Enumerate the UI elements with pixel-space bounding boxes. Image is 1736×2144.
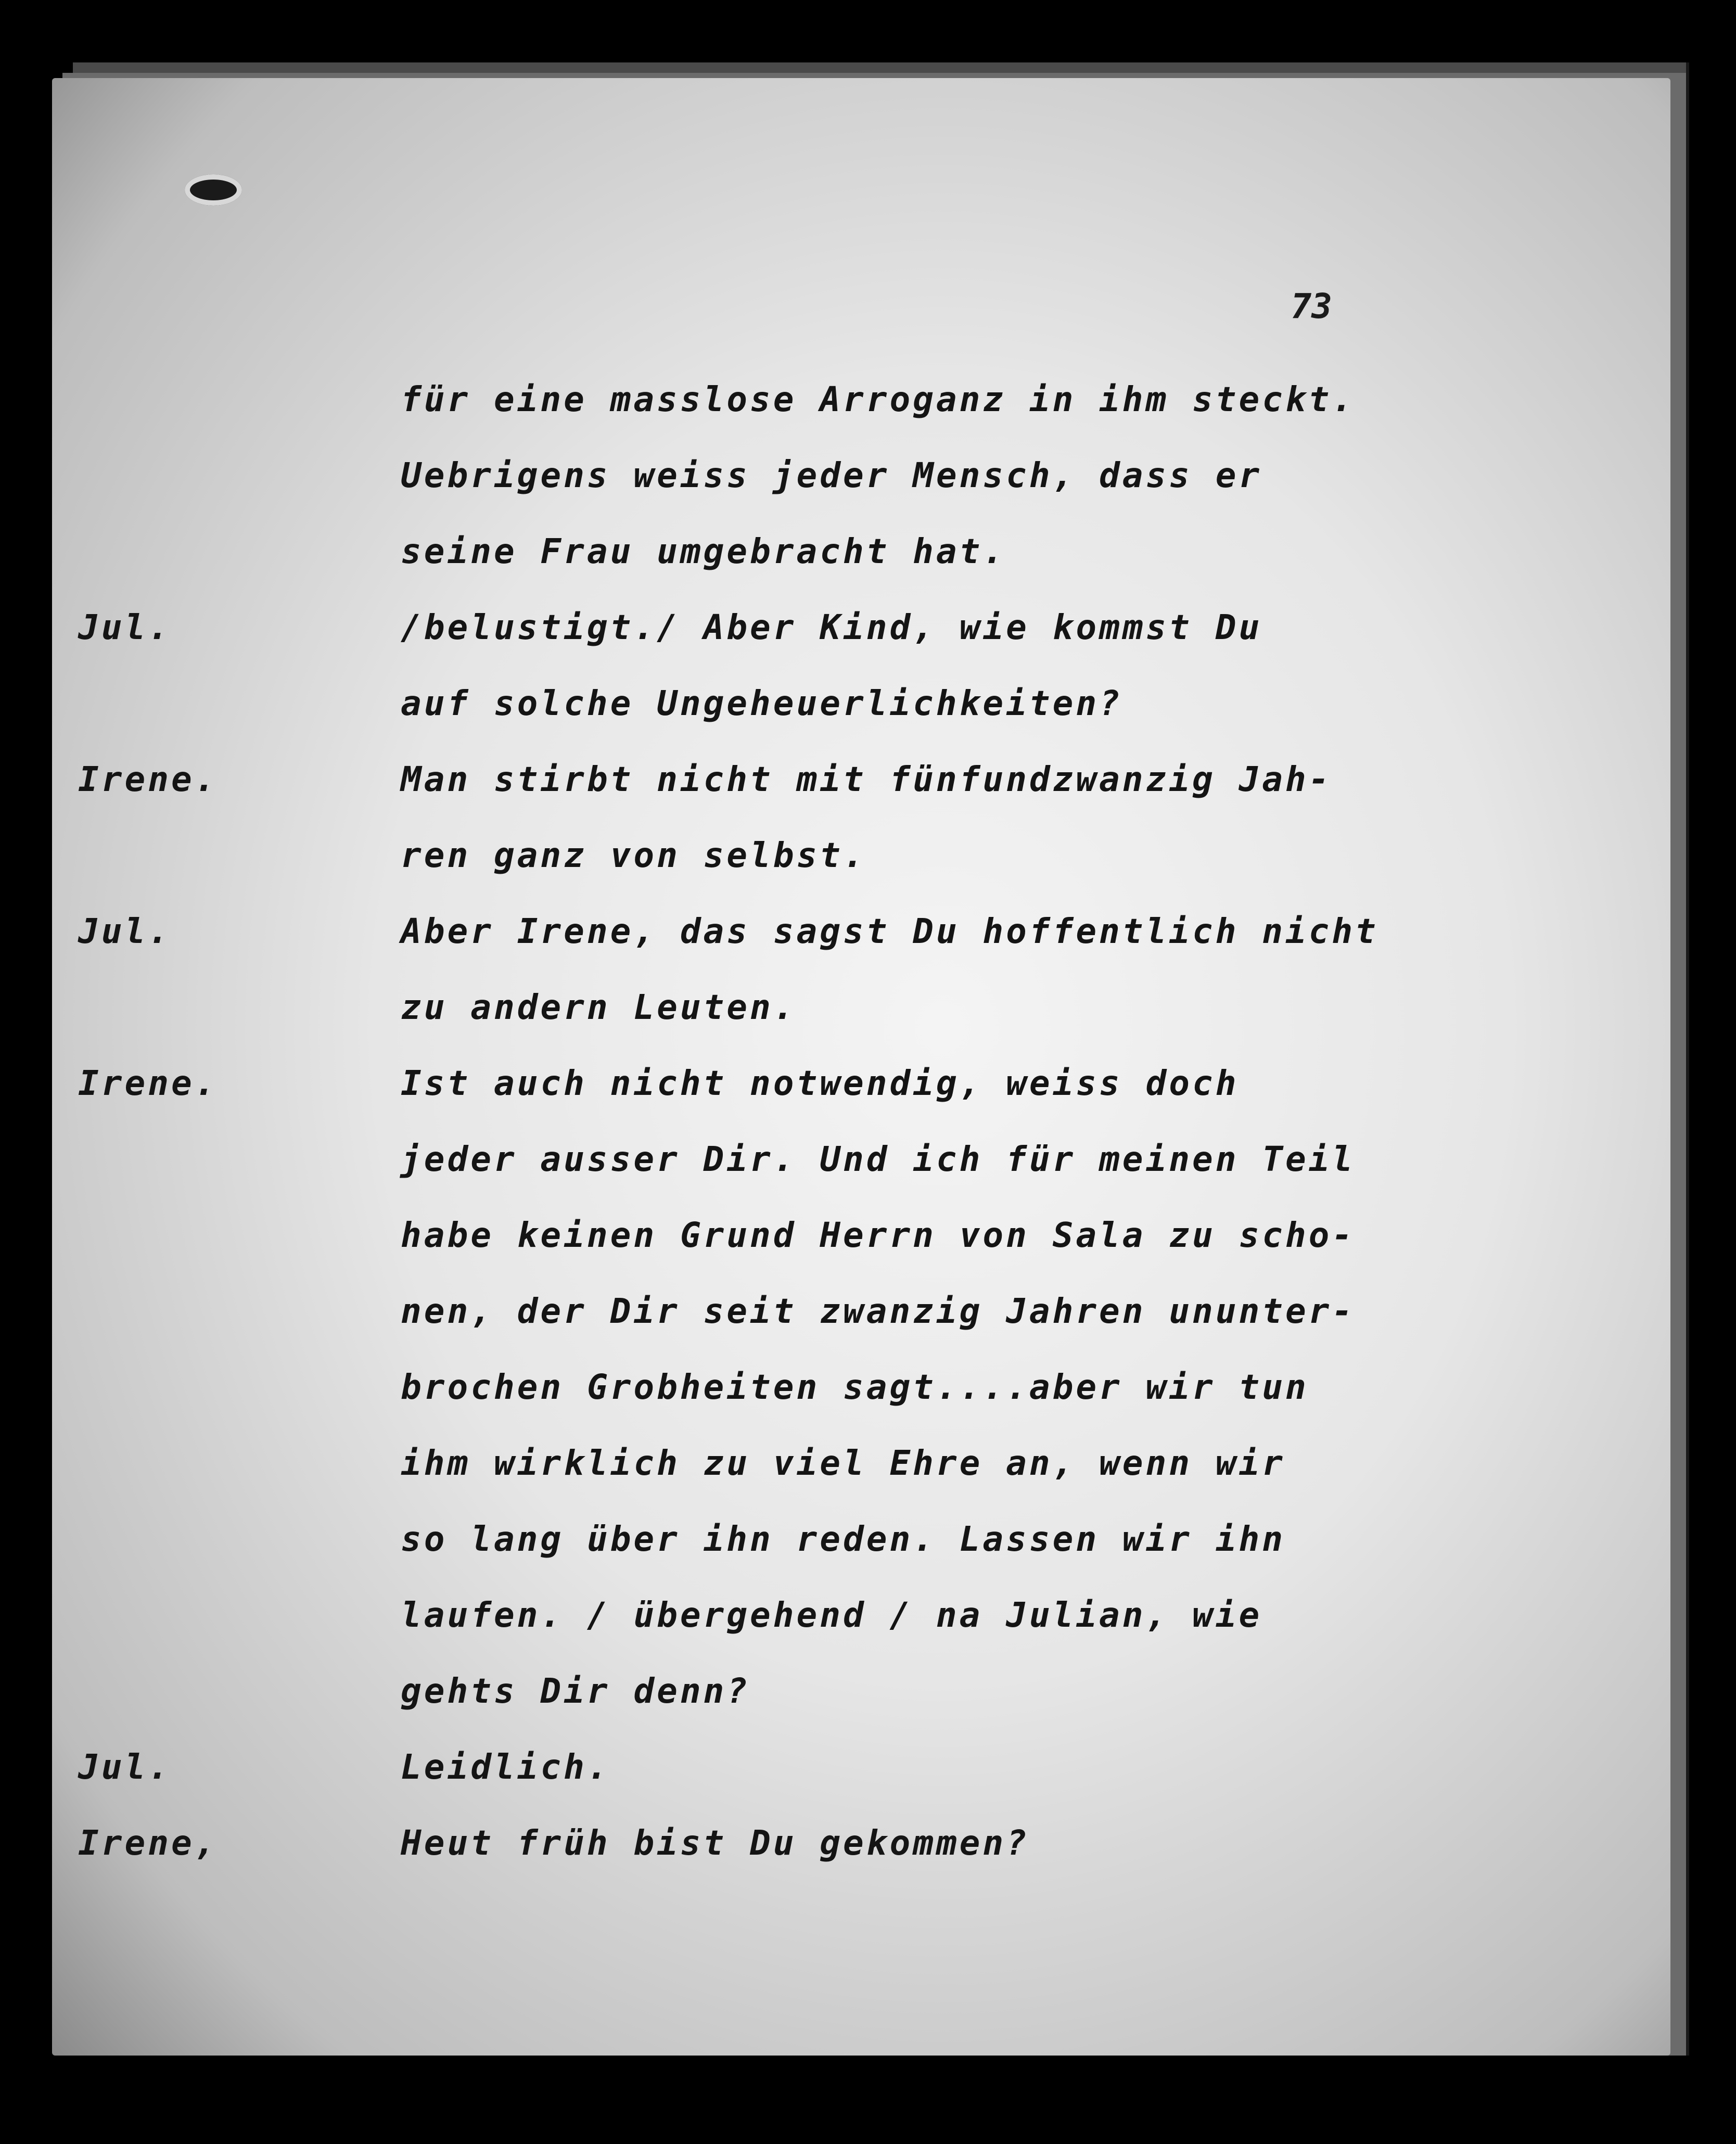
dialogue-line xyxy=(78,742,1598,818)
line-text: Heut früh bist Du gekommen? xyxy=(401,1823,1029,1863)
dialogue-line xyxy=(401,666,1598,742)
line-text: nen, der Dir seit zwanzig Jahren ununter- xyxy=(401,1291,1356,1331)
dialogue-line xyxy=(401,1273,1598,1349)
dialogue-line xyxy=(401,1653,1598,1729)
line-text: Leidlich. xyxy=(401,1747,610,1787)
line-text: ren ganz von selbst. xyxy=(401,835,866,875)
dialogue-line xyxy=(78,1045,1598,1121)
line-text: Ist auch nicht notwendig, weiss doch xyxy=(401,1063,1239,1103)
dialogue-line xyxy=(401,1425,1598,1501)
dialogue-line xyxy=(401,1349,1598,1425)
dialogue-line xyxy=(401,514,1598,590)
dialogue-line xyxy=(401,1197,1598,1273)
line-text: für eine masslose Arroganz in ihm steckt. xyxy=(401,379,1356,419)
dialogue-line xyxy=(401,818,1598,894)
line-text: gehts Dir denn? xyxy=(401,1671,750,1711)
dialogue-line xyxy=(401,969,1598,1045)
line-text: Aber Irene, das sagst Du hoffentlich nicht xyxy=(401,911,1378,951)
dialogue-line xyxy=(78,590,1598,666)
line-text: jeder ausser Dir. Und ich für meinen Teil xyxy=(401,1139,1356,1179)
dialogue-line xyxy=(401,1501,1598,1577)
speaker-name: Irene, xyxy=(78,1823,218,1863)
dialogue-line xyxy=(78,1805,1598,1881)
line-text: ihm wirklich zu viel Ehre an, wenn wir xyxy=(401,1443,1285,1483)
dialogue-line xyxy=(401,438,1598,514)
dialogue-line xyxy=(401,362,1598,438)
dialogue-text xyxy=(78,362,1598,1881)
typescript-page xyxy=(52,78,1670,2056)
speaker-name: Jul. xyxy=(78,1747,171,1787)
dialogue-line xyxy=(78,894,1598,969)
line-text: brochen Grobheiten sagt....aber wir tun xyxy=(401,1367,1309,1407)
line-text: seine Frau umgebracht hat. xyxy=(401,531,1006,571)
page-number: 73 xyxy=(1291,286,1332,326)
punch-hole xyxy=(185,174,242,206)
dialogue-line xyxy=(401,1121,1598,1197)
speaker-name: Irene. xyxy=(78,759,218,799)
line-text: Man stirbt nicht mit fünfundzwanzig Jah- xyxy=(401,759,1332,799)
line-text: so lang über ihn reden. Lassen wir ihn xyxy=(401,1519,1285,1559)
speaker-name: Jul. xyxy=(78,911,171,951)
line-text: zu andern Leuten. xyxy=(401,987,797,1027)
dialogue-line xyxy=(401,1577,1598,1653)
speaker-name: Irene. xyxy=(78,1063,218,1103)
line-text: laufen. / übergehend / na Julian, wie xyxy=(401,1595,1262,1635)
line-text: /belustigt./ Aber Kind, wie kommst Du xyxy=(401,607,1262,647)
line-text: auf solche Ungeheuerlichkeiten? xyxy=(401,683,1122,723)
line-text: Uebrigens weiss jeder Mensch, dass er xyxy=(401,455,1262,495)
speaker-name: Jul. xyxy=(78,607,171,647)
dialogue-line xyxy=(78,1729,1598,1805)
line-text: habe keinen Grund Herrn von Sala zu scho- xyxy=(401,1215,1356,1255)
